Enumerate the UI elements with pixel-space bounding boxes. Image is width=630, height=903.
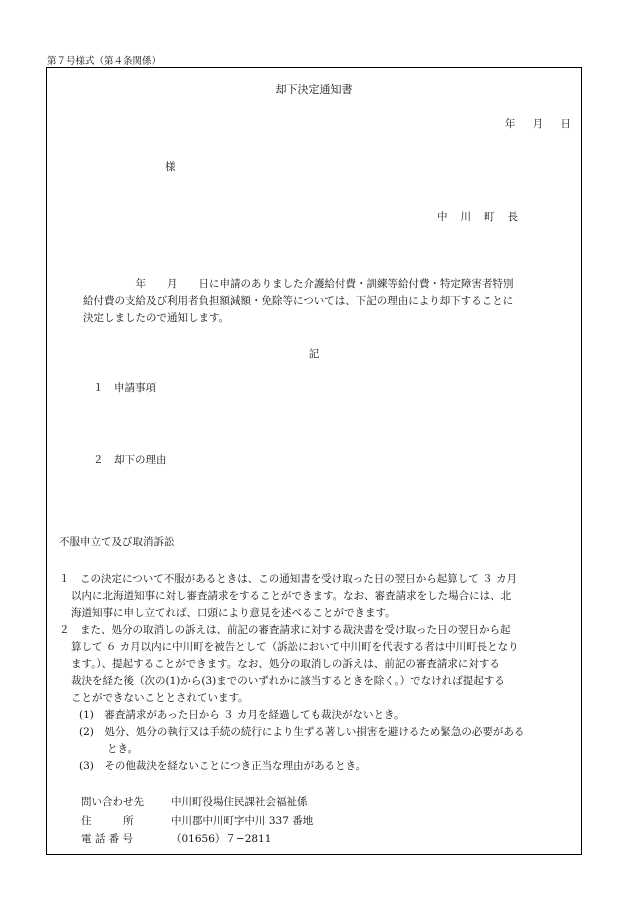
appeal-subitem: (3) その他裁決を経ないことにつき正当な理由があるとき。 [79,760,367,772]
appeal-heading: 不服申立て及び取消訴訟 [59,536,175,548]
contact-row [81,793,313,812]
item-label: 却下の理由 [114,454,167,466]
contact-label: 住 所 [81,814,134,827]
notice-frame [46,67,582,855]
appeal-line: １ この決定について不服があるときは、この通知書を受け取った日の翌日から起算して ３ カ月 [59,573,517,585]
body-line: 決定しましたので通知します。 [83,312,230,324]
contact-block [81,793,313,849]
document-title: 却下決定通知書 [275,83,353,96]
appeal-line: ことができないこととされています。 [71,692,249,704]
contact-label: 電 話 番 号 [81,833,134,845]
appeal-line: 以内に北海道知事に対し審査請求をすることができます。なお、審査請求をした場合には、北 [71,590,512,602]
body-line: 給付費の支給及び利用者負担額減額・免除等については、下記の理由により却下することに [83,295,514,307]
date-day: 日 [560,118,571,130]
item-rejection-reason [93,452,167,467]
appeal-line: 算して ６ カ月以内に中川町を被告として（訴訟において中川町を代表する者は中川町長となり [71,641,519,653]
form-number-label: 第７号様式（第４条関係） [47,56,162,67]
contact-label: 問い合わせ先 [81,796,144,808]
appeal-subitem: とき。 [107,743,139,755]
item-label: 申請事項 [114,382,156,394]
appeal-text [59,571,571,775]
appeal-line: 裁決を経た後（次の(1)から(3)までのいずれかに該当するときを除く。）でなければ提起する [71,675,505,687]
appeal-subitem: (2) 処分、処分の執行又は手続の続行により生ずる著しい損害を避けるため緊急の必要がある [79,726,525,738]
contact-value: 中川町役場住民課社会福祉係 [171,796,308,808]
appeal-line: ２ また、処分の取消しの訴えは、前記の審査請求に対する裁決書を受け取った日の翌日から起 [59,624,511,636]
appeal-line: 海道知事に申し立てれば、口頭により意見を述べることができます。 [71,607,396,619]
body-line: 年 月 日に申請のありました介護給付費・訓練等給付費・特定障害者特別 [83,278,514,290]
notice-body [83,276,563,327]
contact-row [81,830,313,849]
appeal-subitem: (1) 審査請求があった日から ３ カ月を経過しても裁決がないとき。 [79,709,405,721]
ki-heading: 記 [308,348,320,360]
contact-value: 中川郡中川町字中川 337 番地 [171,814,314,827]
appeal-line: ます。）、提起することができます。なお、処分の取消しの訴えは、前記の審査請求に対する [71,658,500,670]
date-month: 月 [532,118,544,130]
contact-value: （01656）７−2811 [171,833,272,845]
item-application-matter [93,380,156,395]
date-year: 年 [504,118,516,130]
item-number: １ [93,382,104,394]
contact-row [81,812,313,831]
sender-name: 中川町長 [437,211,531,223]
item-number: ２ [93,454,104,466]
issue-date [491,116,571,131]
addressee-honorific: 様 [165,161,176,173]
